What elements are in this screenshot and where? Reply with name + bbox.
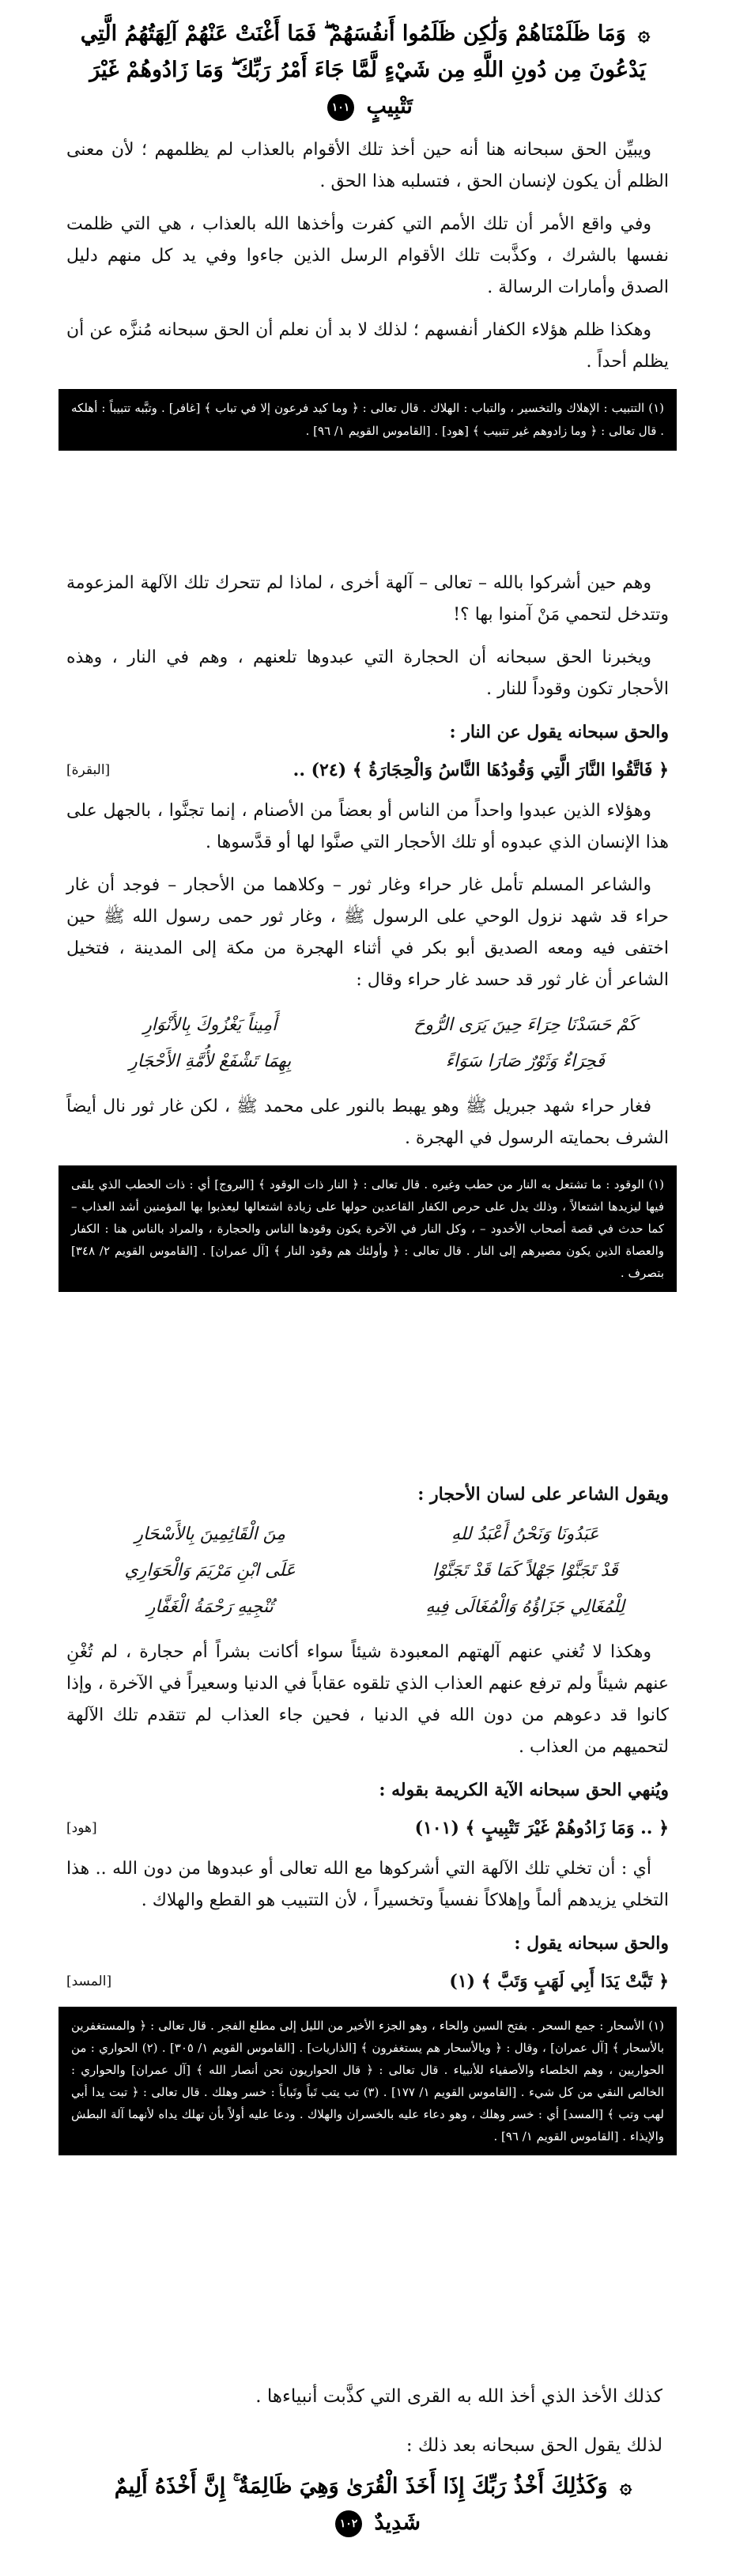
paragraph: كذلك الأخذ الذي أخذ الله به القرى التي كذَّبت أنبياءها . [255, 2386, 662, 2407]
section-heading: ويُنهي الحق سبحانه الآية الكريمة بقوله : [379, 1780, 669, 1800]
section-heading: ويقول الشاعر على لسان الأحجار : [417, 1484, 669, 1505]
quran-quote-text: ﴿ تَبَّتْ يَدَا أَبِي لَهَبٍ وَتَبَّ ﴾ (١) [449, 1971, 669, 1992]
book-page-4 [71, 2364, 680, 2576]
surah-reference: [البقرة] [66, 762, 111, 778]
poem-hemistich-second: تُنْجِيهِ رَحْمَةُ الْغَفَّارِ [146, 1597, 274, 1617]
section-heading: والحق سبحانه يقول : [514, 1933, 669, 1954]
poem-line [76, 1553, 659, 1589]
poem-hemistich-first: قَدْ تَجَنَّوْا جَهْلاً كَمَا قَدْ تَجَنَّوْا [432, 1561, 618, 1581]
footnote-box: (١) الأسحار : جمع السحر . بفتح السين والحاء ، وهو الجزء الأخير من الليل إلى مطلع الفجر . قال تعالى : ﴿ والمستغفرين بالأسحار ﴾ [آل عمران] ، وقال : ﴿ وبالأسحار هم يستغفرون ﴾ [الذاريات] . [القاموس القويم ١/ ٣٠٥] . (٢) الحواري : من الحواريين ، وهم الخلصاء والأصفياء للأنبياء . قال تعالى : ﴿ قال الحواريون نحن أنصار الله ﴾ [آل عمران] والحواري : الخالص النقي من كل شيء . [القاموس القويم ١/ ١٧٧] . (٣) تب يتب تَباً وتَباباً : خسر وهلك . قال تعالى : ﴿ تبت يدا أبي لهب وتب ﴾ [المسد] أي : خسر وهلك ، وهو دعاء عليه بالخسران والهلاك . ودعا عليه أولاً بأن تهلك يداه لأنهما آلة البطش والإيذاء . [القاموس القويم ١/ ٩٦] . [59, 2007, 677, 2155]
poem-hemistich-first: فَحِرَاءٌ وَثَوْرٌ صَارَا سَوَاءً [445, 1052, 605, 1071]
quran-verse-block [66, 16, 669, 125]
quran-quote-line [66, 1966, 669, 1997]
book-page-2 [49, 568, 686, 1469]
poem-block [76, 1517, 659, 1626]
paragraph: فغار حراء شهد جبريل ﷺ وهو يهبط بالنور على محمد ﷺ ، لكن غار ثور نال أيضاً الشرف بحمايته الرسول في الهجرة . [66, 1097, 669, 1148]
quran-quote-line [66, 1812, 669, 1844]
poem-hemistich-first: لِلْمُغَالِي جَزَاؤُهُ وَالْمُغَالَى فِيهِ [425, 1597, 625, 1617]
paragraph: ويخبرنا الحق سبحانه أن الحجارة التي عبدوها تلعنهم ، وهم في النار ، وهذه الأحجار تكون وقوداً للنار . [66, 648, 669, 699]
quran-verse-text: وَمَا ظَلَمْنَاهُمْ وَلَٰكِن ظَلَمُوا أَنفُسَهُمْ ۖ فَمَا أَغْنَتْ عَنْهُمْ آلِهَتُهُمُ الَّتِي يَدْعُونَ مِن دُونِ اللَّهِ مِن شَيْءٍ لَّمَّا جَاءَ أَمْرُ رَبِّكَ ۖ وَمَا زَادُوهُمْ غَيْرَ تَتْبِيبٍ [80, 21, 646, 119]
paragraph: وهكذا لا تُغني عنهم آلهتهم المعبودة شيئاً سواء أكانت بشراً أم حجارة ، لم تُغْنِ عنهم شيئاً ولم ترفع عنهم العذاب الذي تلقوه عقاباً في الدنيا وسعيراً في الآخرة ، وإذا كانوا قد دعوهم من دون الله في الدنيا ، فحين جاء العذاب لم تتقدم تلك الآلهة لتحميهم من العذاب . [66, 1642, 669, 1757]
book-page-3 [49, 1475, 686, 2334]
surah-reference: [هود] [66, 1820, 97, 1836]
verse-number-badge: ١٠١ [327, 94, 354, 121]
poem-line [76, 1007, 659, 1044]
poem-hemistich-first: عَبَدُونَا وَنَحْنُ أَعْبَدُ للهِ [451, 1524, 599, 1544]
paragraph: أي : أن تخلي تلك الآلهة التي أشركوها مع الله تعالى أو عبدوها من دون الله .. هذا التخلي يزيدهم ألماً وإهلاكاً نفسياً وتخسيراً ، لأن التتبيب هو القطع والهلاك . [66, 1859, 669, 1910]
paragraph: وهكذا ظلم هؤلاء الكفار أنفسهم ؛ لذلك لا بد أن نعلم أن الحق سبحانه مُنزَّه عن أن يظلم أحداً . [66, 320, 669, 372]
poem-hemistich-second: عَلَى ابْنِ مَرْيَمَ وَالْحَوَارِي [124, 1561, 296, 1581]
quran-verse-text: وَكَذَٰلِكَ أَخْذُ رَبِّكَ إِذَا أَخَذَ الْقُرَىٰ وَهِيَ ظَالِمَةٌ ۚ إِنَّ أَخْذَهُ أَلِيمٌ شَدِيدٌ [114, 2474, 608, 2535]
poem-hemistich-second: بِهِمَا تَشْفَعْ لأُمَّةِ الأَحْجَارِ [129, 1052, 292, 1071]
section-heading: والحق سبحانه يقول عن النار : [449, 722, 669, 742]
paragraph: وفي واقع الأمر أن تلك الأمم التي كفرت وأخذها الله بالعذاب ، هي التي ظلمت نفسها بالشرك ، وكذَّبت تلك الأقوام الرسل الذين جاءوا وفي يد كل منهم دليل الصدق وأمارات الرسالة . [66, 214, 669, 297]
verse-open-ornament-icon: ۞ [638, 22, 651, 46]
verse-number-badge: ١٠٢ [335, 2510, 362, 2537]
paragraph: لذلك يقول الحق سبحانه بعد ذلك : [406, 2435, 662, 2456]
poem-line [76, 1044, 659, 1080]
poem-hemistich-second: أَمِيناً يَغْزُوكَ بِالأَنْوَارِ [143, 1015, 277, 1035]
quran-quote-text: ﴿ فَاتَّقُوا النَّارَ الَّتِي وَقُودُهَا النَّاسُ وَالْحِجَارَةُ ﴾ (٢٤) .. [293, 760, 669, 780]
paragraph: وهم حين أشركوا بالله – تعالى – آلهة أخرى ، لماذا لم تتحرك تلك الآلهة المزعومة وتتدخل لتحمي مَنْ آمنوا بها ؟! [66, 573, 669, 625]
poem-line [76, 1589, 659, 1626]
surah-reference: [المسد] [66, 1974, 112, 1989]
verse-open-ornament-icon: ۞ [619, 2475, 632, 2499]
poem-block [76, 1007, 659, 1080]
poem-line [76, 1517, 659, 1553]
book-page-1 [49, 9, 686, 563]
paragraph: والشاعر المسلم تأمل غار حراء وغار ثور – وكلاهما من الأحجار – فوجد أن غار حراء قد شهد نزول الوحي على الرسول ﷺ ، وغار ثور حمى رسول الله ﷺ حين اختفى فيه ومعه الصديق أبو بكر في أثناء الهجرة من مكة إلى المدينة ، فتخيل الشاعر أن غار ثور قد حسد غار حراء وقال : [66, 875, 669, 990]
footnote-box: (١) التتبيب : الإهلاك والتخسير ، والتباب : الهلاك . قال تعالى : ﴿ وما كيد فرعون إلا في تباب ﴾ [غافر] . وتبَّبه تتبيباً : أهلكه . قال تعالى : ﴿ وما زادوهم غير تتبيب ﴾ [هود] . [القاموس القويم ١/ ٩٦] . [59, 389, 677, 451]
poem-hemistich-first: كَمْ حَسَدْنَا حِرَاءَ حِينَ يَرَى الرُّوحَ [413, 1015, 637, 1035]
poem-hemistich-second: مِنَ الْقَائِمِينَ بِالأَسْحَارِ [134, 1524, 286, 1544]
quran-quote-line [66, 754, 669, 786]
paragraph: وهؤلاء الذين عبدوا واحداً من الناس أو بعضاً من الأصنام ، إنما تجنَّوا ، بالجهل على هذا الإنسان الذي عبدوه أو تلك الأحجار التي صنَّوا لها أو قدَّسوها . [66, 801, 669, 852]
footnote-box: (١) الوقود : ما تشتعل به النار من حطب وغيره . قال تعالى : ﴿ النار ذات الوقود ﴾ [البروج] أي : ذات الحطب الذي يلقى فيها ليزيدها اشتعالاً ، وذلك يدل على حرص الكفار القاعدين حولها على زيادة اشتعالها ليعذبوا بها المؤمنين أشد العذاب – كما حدث في قصة أصحاب الأخدود – ، وكل النار في الآخرة يكون وقودها الناس والحجارة ، والمراد بالناس هنا : الكفار والعصاة الذين يكون مصيرهم إلى النار . قال تعالى : ﴿ وأولئك هم وقود النار ﴾ [آل عمران] . [القاموس القويم ٢/ ٣٤٨] بتصرف . [59, 1165, 677, 1292]
quran-quote-text: ﴿ .. وَمَا زَادُوهُمْ غَيْرَ تَتْبِيبٍ ﴾ (١٠١) [414, 1818, 669, 1838]
paragraph: ويبيِّن الحق سبحانه هنا أنه حين أخذ تلك الأقوام بالعذاب لم يظلمهم ؛ لأن معنى الظلم أن يكون لإنسان الحق ، فتسلبه هذا الحق . [66, 140, 669, 191]
quran-verse-block [89, 2468, 662, 2541]
